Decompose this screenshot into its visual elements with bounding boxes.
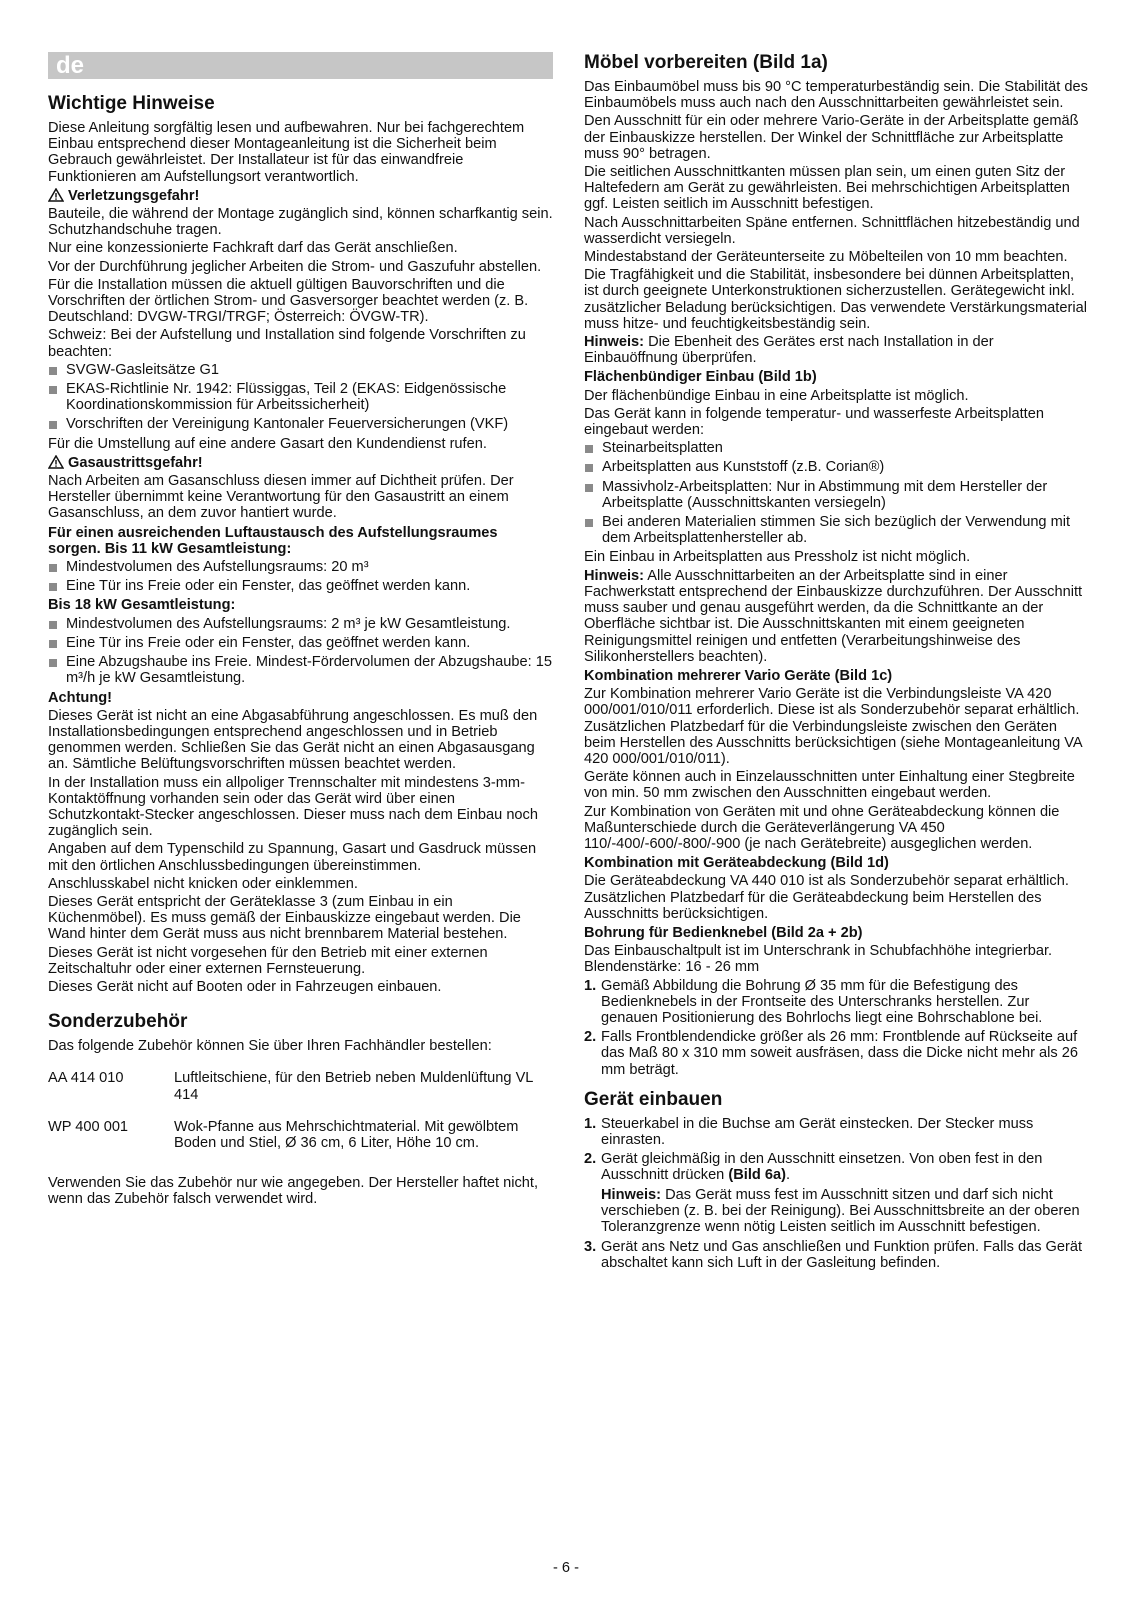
installation-steps [584, 1116, 1089, 1184]
paragraph: Das Einbauschaltpult ist im Unterschrank in Schubfachhöhe integrierbar. Blendenstärke: 16 - 26 mm [584, 943, 1053, 976]
square-bullet-icon [585, 464, 593, 472]
figure-reference: (Bild 6a) [728, 1167, 786, 1184]
list-item [584, 440, 1089, 456]
list-item-text: EKAS-Richtlinie Nr. 1942: Flüssiggas, Teil 2 (EKAS: Eidgenössische Koordinationskommission für Arbeitssicherheit) [66, 381, 507, 414]
square-bullet-icon [49, 367, 57, 375]
subheading-flaechenbuendig: Flächenbündiger Einbau (Bild 1b) [584, 369, 817, 386]
left-column [48, 52, 553, 1210]
list-item-text: Bei anderen Materialien stimmen Sie sich bezüglich der Verwendung mit dem Arbeitsplattenhersteller ab. [602, 514, 1071, 547]
paragraph: Das Einbaumöbel muss bis 90 °C temperaturbeständig sein. Die Stabilität des Einbaumöbels muss auch nach den Ausschnittarbeiten gewährleistet sein. [584, 79, 1088, 112]
paragraph: Der flächenbündige Einbau in eine Arbeitsplatte ist möglich. [584, 387, 969, 404]
accessory-row [48, 1119, 553, 1151]
square-bullet-icon [49, 564, 57, 572]
paragraph: Nach Arbeiten am Gasanschluss diesen immer auf Dichtheit prüfen. Der Hersteller übernimmt keine Verantwortung für den Gasaustritt an einem Gasanschluss, an dem zuvor hantiert wurde. [48, 473, 514, 522]
paragraph: Bauteile, die während der Montage zugänglich sind, können scharfkantig sein. Schutzhandschuhe tragen. [48, 206, 553, 239]
list-item-text: Arbeitsplatten aus Kunststoff (z.B. Corian®) [602, 459, 885, 476]
heading-wichtige-hinweise: Wichtige Hinweise [48, 93, 215, 114]
subheading-luftaustausch: Für einen ausreichenden Luftaustausch des Aufstellungsraumes sorgen. Bis 11 kW Gesamtleistung: [48, 524, 498, 557]
paragraph: Für die Umstellung auf eine andere Gasart den Kundendienst rufen. [48, 435, 487, 452]
paragraph: Nach Ausschnittarbeiten Späne entfernen. Schnittflächen hitzebeständig und wasserdicht versiegeln. [584, 214, 1080, 247]
swiss-regulations-list [48, 362, 553, 433]
paragraph: Ein Einbau in Arbeitsplatten aus Pressholz ist nicht möglich. [584, 549, 971, 566]
heading-sonderzubehoer: Sonderzubehör [48, 1011, 188, 1033]
subheading-geraeteabdeckung: Kombination mit Geräteabdeckung (Bild 1d) [584, 855, 889, 872]
step-text: Gerät ans Netz und Gas anschließen und Funktion prüfen. Falls das Gerät abschaltet kann sich Luft in der Gasleitung befinden. [601, 1239, 1083, 1272]
accessory-code: WP 400 001 [48, 1118, 129, 1135]
list-item-text: Mindestvolumen des Aufstellungsraums: 2 m³ je kW Gesamtleistung. [66, 615, 511, 632]
paragraph: Dieses Gerät entspricht der Geräteklasse 3 (zum Einbau in ein Küchenmöbel). Es muss gemäß der Einbauskizze eingebaut werden. Die Wand hinter dem Gerät muss aus nicht brennbarem Material bestehen. [48, 893, 521, 943]
paragraph: Die Geräteabdeckung VA 440 010 ist als Sonderzubehör separat erhältlich. Zusätzlichen Platzbedarf für die Geräteabdeckung beim Herstellen des Ausschnitts berücksichtigen. [584, 873, 1069, 922]
list-item-text: Massivholz-Arbeitsplatten: Nur in Abstimmung mit dem Hersteller der Arbeitsplatte (Ausschnittskanten versiegeln) [602, 478, 1048, 511]
list-item [48, 559, 553, 575]
language-code: de [56, 52, 85, 79]
list-item-text: Eine Tür ins Freie oder ein Fenster, das geöffnet werden kann. [66, 578, 471, 595]
square-bullet-icon [585, 484, 593, 492]
step-item [584, 1029, 1089, 1078]
drilling-steps [584, 978, 1089, 1078]
square-bullet-icon [49, 421, 57, 429]
list-item [584, 479, 1089, 511]
paragraph: Die seitlichen Ausschnittkanten müssen plan sein, um einen guten Sitz der Haltefedern am Gerät zu gewährleisten. Bei mehrschichtigen Arbeitsplatten ggf. Leisten seitlich im Ausschnitt befestigen. [584, 164, 1070, 213]
list-item-text: Eine Abzugshaube ins Freie. Mindest-Fördervolumen der Abzugshaube: 15 m³/h je kW Gesamtleistung. [66, 654, 552, 687]
warning-heading [48, 188, 553, 204]
square-bullet-icon [585, 519, 593, 527]
warning-title: Gasaustrittsgefahr! [68, 454, 203, 471]
note-text: Alle Ausschnittarbeiten an der Arbeitsplatte sind in einer Fachwerkstatt entsprechend der Einbauskizze durchzuführen. Der Ausschnitt muss sauber und genau ausgeführt werden, da die Schnittkante an der Oberfläche sichtbar ist. Die Ausschnittskanten mit einem geeigneten Reinigungsmittel reinigen und entfetten (Verarbeitungshinweise des Silikonherstellers beachten). [584, 567, 1083, 665]
square-bullet-icon [49, 386, 57, 394]
ventilation-list-18kw [48, 616, 553, 687]
paragraph: Nur eine konzessionierte Fachkraft darf das Gerät anschließen. [48, 240, 458, 257]
step-number: 2. [584, 1029, 597, 1046]
paragraph: Zur Kombination mehrerer Vario Geräte ist die Verbindungsleiste VA 420 000/001/010/011 erforderlich. Diese ist als Sonderzubehör separat erhältlich. Zusätzlichen Platzbedarf für die Verbindungsleiste zwischen den Geräten beim Herstellen des Ausschnitts berücksichtigen (siehe Montageanleitung VA 420 000/001/010/011). [584, 686, 1082, 767]
warning-title: Verletzungsgefahr! [68, 187, 200, 204]
step-number: 3. [584, 1239, 597, 1256]
heading-moebel-vorbereiten: Möbel vorbereiten (Bild 1a) [584, 52, 828, 73]
list-item [48, 578, 553, 594]
paragraph: Das folgende Zubehör können Sie über Ihren Fachhändler bestellen: [48, 1038, 492, 1055]
square-bullet-icon [49, 659, 57, 667]
list-item [584, 514, 1089, 546]
note-label: Hinweis: [601, 1186, 662, 1203]
step-item [584, 1151, 1089, 1183]
paragraph: Angaben auf dem Typenschild zu Spannung, Gasart und Gasdruck müssen mit den örtlichen Anschlussbedingungen übereinstimmen. [48, 841, 537, 874]
list-item-text: Mindestvolumen des Aufstellungsraums: 20 m³ [66, 559, 369, 576]
page-number: - 6 - [553, 1560, 579, 1576]
paragraph: Dieses Gerät ist nicht an eine Abgasabführung angeschlossen. Es muß den Installationsbedingungen entsprechend angeschlossen und in Betrieb genommen werden. Schließen Sie das Gerät nicht an einen Abgasausgang an. Sämtliche Belüftungsvorschriften müssen beachtet werden. [48, 707, 538, 773]
warning-triangle-icon [48, 455, 64, 469]
paragraph: Für die Installation müssen die aktuell gültigen Bauvorschriften und die Vorschriften der örtlichen Strom- und Gasversorger beachtet werden (z. B. Deutschland: DVGW-TRGI/TRGF; Österreich: ÖVGW-TR). [48, 276, 529, 326]
list-item [48, 362, 553, 378]
paragraph: Anschlusskabel nicht knicken oder einklemmen. [48, 875, 358, 892]
step-text-end: . [785, 1167, 790, 1184]
note-label: Hinweis: [584, 567, 645, 584]
accessory-description: Wok-Pfanne aus Mehrschichtmaterial. Mit gewölbtem Boden und Stiel, Ø 36 cm, 6 Liter, Höhe 10 cm. [174, 1118, 519, 1151]
step-number: 1. [584, 977, 597, 994]
list-item-text: Vorschriften der Vereinigung Kantonaler Feuerversicherungen (VKF) [66, 416, 509, 433]
list-item-text: Steinarbeitsplatten [602, 440, 723, 457]
note-paragraph [584, 568, 1089, 665]
list-item [48, 616, 553, 632]
subheading-bohrung: Bohrung für Bedienknebel (Bild 2a + 2b) [584, 924, 863, 941]
paragraph: Dieses Gerät ist nicht vorgesehen für den Betrieb mit einer externen Zeitschaltuhr oder einer externen Fernsteuerung. [48, 944, 488, 977]
step-text: Steuerkabel in die Buchse am Gerät einstecken. Der Stecker muss einrasten. [601, 1115, 1034, 1148]
installation-steps-continued [584, 1239, 1089, 1271]
note-text: Die Ebenheit des Gerätes erst nach Installation in der Einbauöffnung überprüfen. [584, 334, 994, 367]
step-item [584, 1239, 1089, 1271]
note-paragraph [584, 334, 1089, 366]
paragraph: Verwenden Sie das Zubehör nur wie angegeben. Der Hersteller haftet nicht, wenn das Zubehör falsch verwendet wird. [48, 1175, 538, 1208]
paragraph: In der Installation muss ein allpoliger Trennschalter mit mindestens 3-mm-Kontaktöffnung vorhanden sein oder das Gerät wird über einen Schutzkontakt-Stecker angeschlossen. Dieser muss nach dem Einbau noch zugänglich sein. [48, 774, 538, 840]
paragraph: Vor der Durchführung jeglicher Arbeiten die Strom- und Gaszufuhr abstellen. [48, 258, 542, 275]
note-text: Das Gerät muss fest im Ausschnitt sitzen und darf sich nicht verschieben (z. B. bei der Reinigung). Bei Ausschnittsbreite an der oberen Toleranzgrenze wenn nötig Leisten seitlich im Ausschnitt befestigen. [601, 1186, 1080, 1235]
warning-triangle-icon [48, 188, 64, 202]
heading-geraet-einbauen: Gerät einbauen [584, 1088, 723, 1110]
subheading-kombination: Kombination mehrerer Vario Geräte (Bild 1c) [584, 667, 893, 684]
list-item [48, 635, 553, 651]
paragraph: Schweiz: Bei der Aufstellung und Installation sind folgende Vorschriften zu beachten: [48, 327, 526, 360]
square-bullet-icon [49, 640, 57, 648]
accessory-code: AA 414 010 [48, 1070, 124, 1087]
right-column [584, 52, 1089, 1275]
step-number: 2. [584, 1151, 597, 1168]
paragraph: Mindestabstand der Geräteunterseite zu Möbelteilen von 10 mm beachten. [584, 249, 1068, 266]
step-item [584, 978, 1089, 1027]
note-label: Hinweis: [584, 334, 645, 351]
list-item [48, 654, 553, 686]
step-number: 1. [584, 1115, 597, 1132]
list-item [48, 416, 553, 432]
paragraph: Den Ausschnitt für ein oder mehrere Vario-Geräte in der Arbeitsplatte gemäß der Einbauskizze herstellen. Der Winkel der Schnittfläche zur Arbeitsplatte muss 90° betragen. [584, 113, 1079, 162]
list-item-text: SVGW-Gasleitsätze G1 [66, 361, 220, 378]
warning-heading [48, 455, 553, 471]
step-item [584, 1116, 1089, 1148]
note-paragraph [584, 1187, 1089, 1236]
paragraph: Zur Kombination von Geräten mit und ohne Geräteabdeckung können die Maßunterschiede durch die Geräteverlängerung VA 450 110/-400/-600/-800/-900 (je nach Gerätebreite) ausgeglichen werden. [584, 803, 1060, 852]
subheading-18kw: Bis 18 kW Gesamtleistung: [48, 597, 236, 614]
language-bar [48, 52, 553, 79]
list-item [48, 381, 553, 413]
subheading-achtung: Achtung! [48, 689, 113, 706]
paragraph: Diese Anleitung sorgfältig lesen und aufbewahren. Nur bei fachgerechtem Einbau entsprechend dieser Montageanleitung ist die Sicherheit beim Gebrauch gewährleistet. Der Installateur ist für das einwandfreie Funktionieren am Aufstellungsort verantwortlich. [48, 120, 525, 185]
square-bullet-icon [585, 445, 593, 453]
step-text: Falls Frontblendendicke größer als 26 mm: Frontblende auf Rückseite auf das Maß 80 x 310 mm soweit ausfräsen, dass die Dicke nicht mehr als 26 mm beträgt. [601, 1029, 1078, 1078]
list-item [584, 459, 1089, 475]
accessory-description: Luftleitschiene, für den Betrieb neben Muldenlüftung VL 414 [174, 1070, 533, 1103]
list-item-text: Eine Tür ins Freie oder ein Fenster, das geöffnet werden kann. [66, 634, 471, 651]
ventilation-list-11kw [48, 559, 553, 594]
step-text: Gemäß Abbildung die Bohrung Ø 35 mm für die Befestigung des Bedienknebels in der Frontseite des Unterschranks herstellen. Zur genauen Positionierung des Bohrlochs liegt eine Bohrschablone bei. [601, 977, 1043, 1026]
paragraph: Das Gerät kann in folgende temperatur- und wasserfeste Arbeitsplatten eingebaut werden: [584, 405, 1044, 439]
paragraph: Die Tragfähigkeit und die Stabilität, insbesondere bei dünnen Arbeitsplatten, ist durch geeignete Unterkonstruktionen sicherzustellen. Gerätegewicht inkl. zusätzlicher Beladung berücksichtigen. Das verwendete Verstärkungsmaterial muss hitze- und feuchtigkeitsbeständig sein. [584, 267, 1087, 332]
worktop-list [584, 440, 1089, 546]
paragraph: Geräte können auch in Einzelausschnitten unter Einhaltung einer Stegbreite von min. 50 mm zwischen den Ausschnitten eingebaut werden. [584, 769, 1075, 802]
paragraph: Dieses Gerät nicht auf Booten oder in Fahrzeugen einbauen. [48, 978, 442, 995]
step-text: Gerät gleichmäßig in den Ausschnitt einsetzen. Von oben fest in den Ausschnitt drücken [601, 1151, 1043, 1184]
accessory-row [48, 1070, 553, 1102]
square-bullet-icon [49, 583, 57, 591]
square-bullet-icon [49, 621, 57, 629]
